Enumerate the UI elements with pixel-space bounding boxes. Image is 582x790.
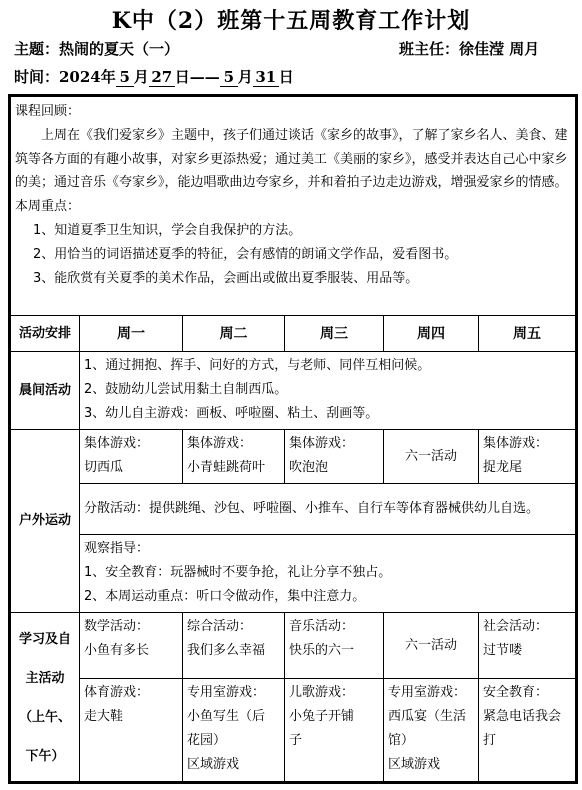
activity-head: 社会活动： (483, 619, 549, 634)
study-label-line: （上午、 (18, 709, 71, 725)
activity-head: 集体游戏： (289, 436, 355, 451)
study-tue-1 (183, 613, 285, 679)
activity-line: 打 (483, 733, 497, 748)
activity-body: 小鱼有多长 (84, 643, 150, 658)
study-fri-2 (479, 679, 575, 784)
day-monday: 周一 (80, 316, 183, 352)
focus-heading: 本周重点： (15, 198, 81, 214)
time-prefix: 时间：2024年 (14, 68, 116, 86)
activity-head: 音乐活动： (289, 619, 355, 634)
outdoor-wed (285, 430, 384, 484)
focus-item: 2、用恰当的词语描述夏季的特征，会有感情的朗诵文学作品，爱看图书。 (33, 246, 458, 262)
end-day: 31 (253, 68, 279, 87)
activity-body: 我们多么幸福 (187, 643, 266, 658)
end-month: 5 (220, 68, 238, 87)
start-day: 27 (149, 68, 175, 87)
activity-body: 快乐的六一 (289, 643, 355, 658)
activity-body: 过节喽 (483, 643, 523, 658)
activity-line: 紧急电话我会 (483, 709, 562, 724)
activity-line: 花园） (187, 733, 227, 748)
study-thu-1 (384, 613, 479, 679)
start-month: 5 (116, 68, 134, 87)
activity-line: 儿歌游戏： (289, 685, 355, 700)
activity-head: 集体游戏： (84, 436, 150, 451)
outdoor-scatter: 分散活动：提供跳绳、沙包、呼啦圈、小推车、自行车等体育器械供幼儿自选。 (80, 484, 575, 535)
activity-line: 安全教育： (483, 685, 549, 700)
review-heading: 课程回顾： (15, 104, 81, 119)
activity-line: 西瓜宴（生活 (388, 709, 467, 724)
study-wed-1 (285, 613, 384, 679)
activity-line: 专用室游戏： (187, 685, 266, 700)
activity-body: 小青蛙跳荷叶 (187, 460, 266, 475)
study-thu-2 (384, 679, 479, 784)
activity-body: 六一活动 (404, 637, 457, 653)
morning-line: 3、幼儿自主游戏：画板、呼啦圈、粘土、刮画等。 (84, 406, 379, 421)
activity-body: 捉龙尾 (483, 460, 523, 475)
morning-line: 2、鼓励幼儿尝试用黏土自制西瓜。 (84, 382, 288, 397)
time-month-2: 月 (237, 68, 253, 86)
activity-line: 小兔子开铺 (289, 709, 355, 724)
study-mon-1 (80, 613, 183, 679)
activity-body: 切西瓜 (84, 460, 124, 475)
outdoor-thu (384, 430, 479, 484)
outdoor-label: 户外运动 (11, 430, 80, 613)
activity-body: 六一活动 (404, 448, 457, 464)
activity-line: 区域游戏 (388, 757, 441, 772)
activity-line: 专用室游戏： (388, 685, 467, 700)
study-fri-1 (479, 613, 575, 679)
study-wed-2 (285, 679, 384, 784)
day-thursday: 周四 (384, 316, 479, 352)
page-title: K中（2）班第十五周教育工作计划 (111, 8, 471, 34)
activity-body: 吹泡泡 (289, 460, 329, 475)
outdoor-fri (479, 430, 575, 484)
theme-label: 主题：热闹的夏天（一） (14, 40, 180, 58)
activity-head: 集体游戏： (483, 436, 549, 451)
morning-label: 晨间活动 (11, 352, 80, 430)
outdoor-tue (183, 430, 285, 484)
time-day-sep: 日—— (174, 68, 220, 86)
outdoor-observe (80, 535, 575, 613)
day-friday: 周五 (479, 316, 575, 352)
time-line (14, 66, 294, 87)
observe-line: 2、本周运动重点：听口令做动作，集中注意力。 (84, 589, 366, 604)
time-day-end: 日 (278, 68, 294, 86)
plan-table (8, 94, 578, 784)
review-text: 上周在《我们爱家乡》主题中，孩子们通过谈话《家乡的故事》，了解了家乡名人、美食、建筑等各方面的有趣小故事，对家乡更添热爱；通过美工《美丽的家乡》，感受并表达自己心中家乡的美；通过音乐《夸家乡》，能边唱歌曲边夸家乡，并和着拍子边走边游戏，增强爱家乡的情感。 (15, 128, 568, 190)
activity-head: 综合活动： (187, 619, 253, 634)
focus-item: 3、能欣赏有关夏季的美术作品，会画出或做出夏季服装、用品等。 (33, 270, 419, 286)
activity-line: 区域游戏 (187, 757, 240, 772)
review-section (11, 97, 575, 316)
focus-item: 1、知道夏季卫生知识，学会自我保护的方法。 (33, 222, 302, 238)
morning-line: 1、通过拥抱、挥手、问好的方式，与老师、同伴互相问候。 (84, 358, 431, 373)
outdoor-mon (80, 430, 183, 484)
activity-line: 体育游戏： (84, 685, 150, 700)
study-tue-2 (183, 679, 285, 784)
activity-head: 数学活动： (84, 619, 150, 634)
activity-line: 走大鞋 (84, 709, 124, 724)
study-mon-2 (80, 679, 183, 784)
observe-heading: 观察指导： (84, 541, 150, 556)
day-wednesday: 周三 (285, 316, 384, 352)
study-label-line: 下午） (25, 748, 65, 764)
observe-line: 1、安全教育：玩器械时不要争抢，礼让分享不独占。 (84, 565, 392, 580)
activity-line: 子 (289, 733, 303, 748)
study-label-line: 主活动 (25, 671, 65, 687)
activity-line: 馆） (388, 733, 415, 748)
study-label (11, 613, 80, 784)
time-month-1: 月 (133, 68, 149, 86)
morning-content (80, 352, 575, 430)
activity-head: 集体游戏： (187, 436, 253, 451)
activity-line: 小鱼写生（后 (187, 709, 266, 724)
header-label: 活动安排 (11, 316, 80, 352)
teacher-label: 班主任：徐佳滢 周月 (399, 40, 540, 58)
study-label-line: 学习及自 (18, 632, 71, 648)
day-tuesday: 周二 (183, 316, 285, 352)
